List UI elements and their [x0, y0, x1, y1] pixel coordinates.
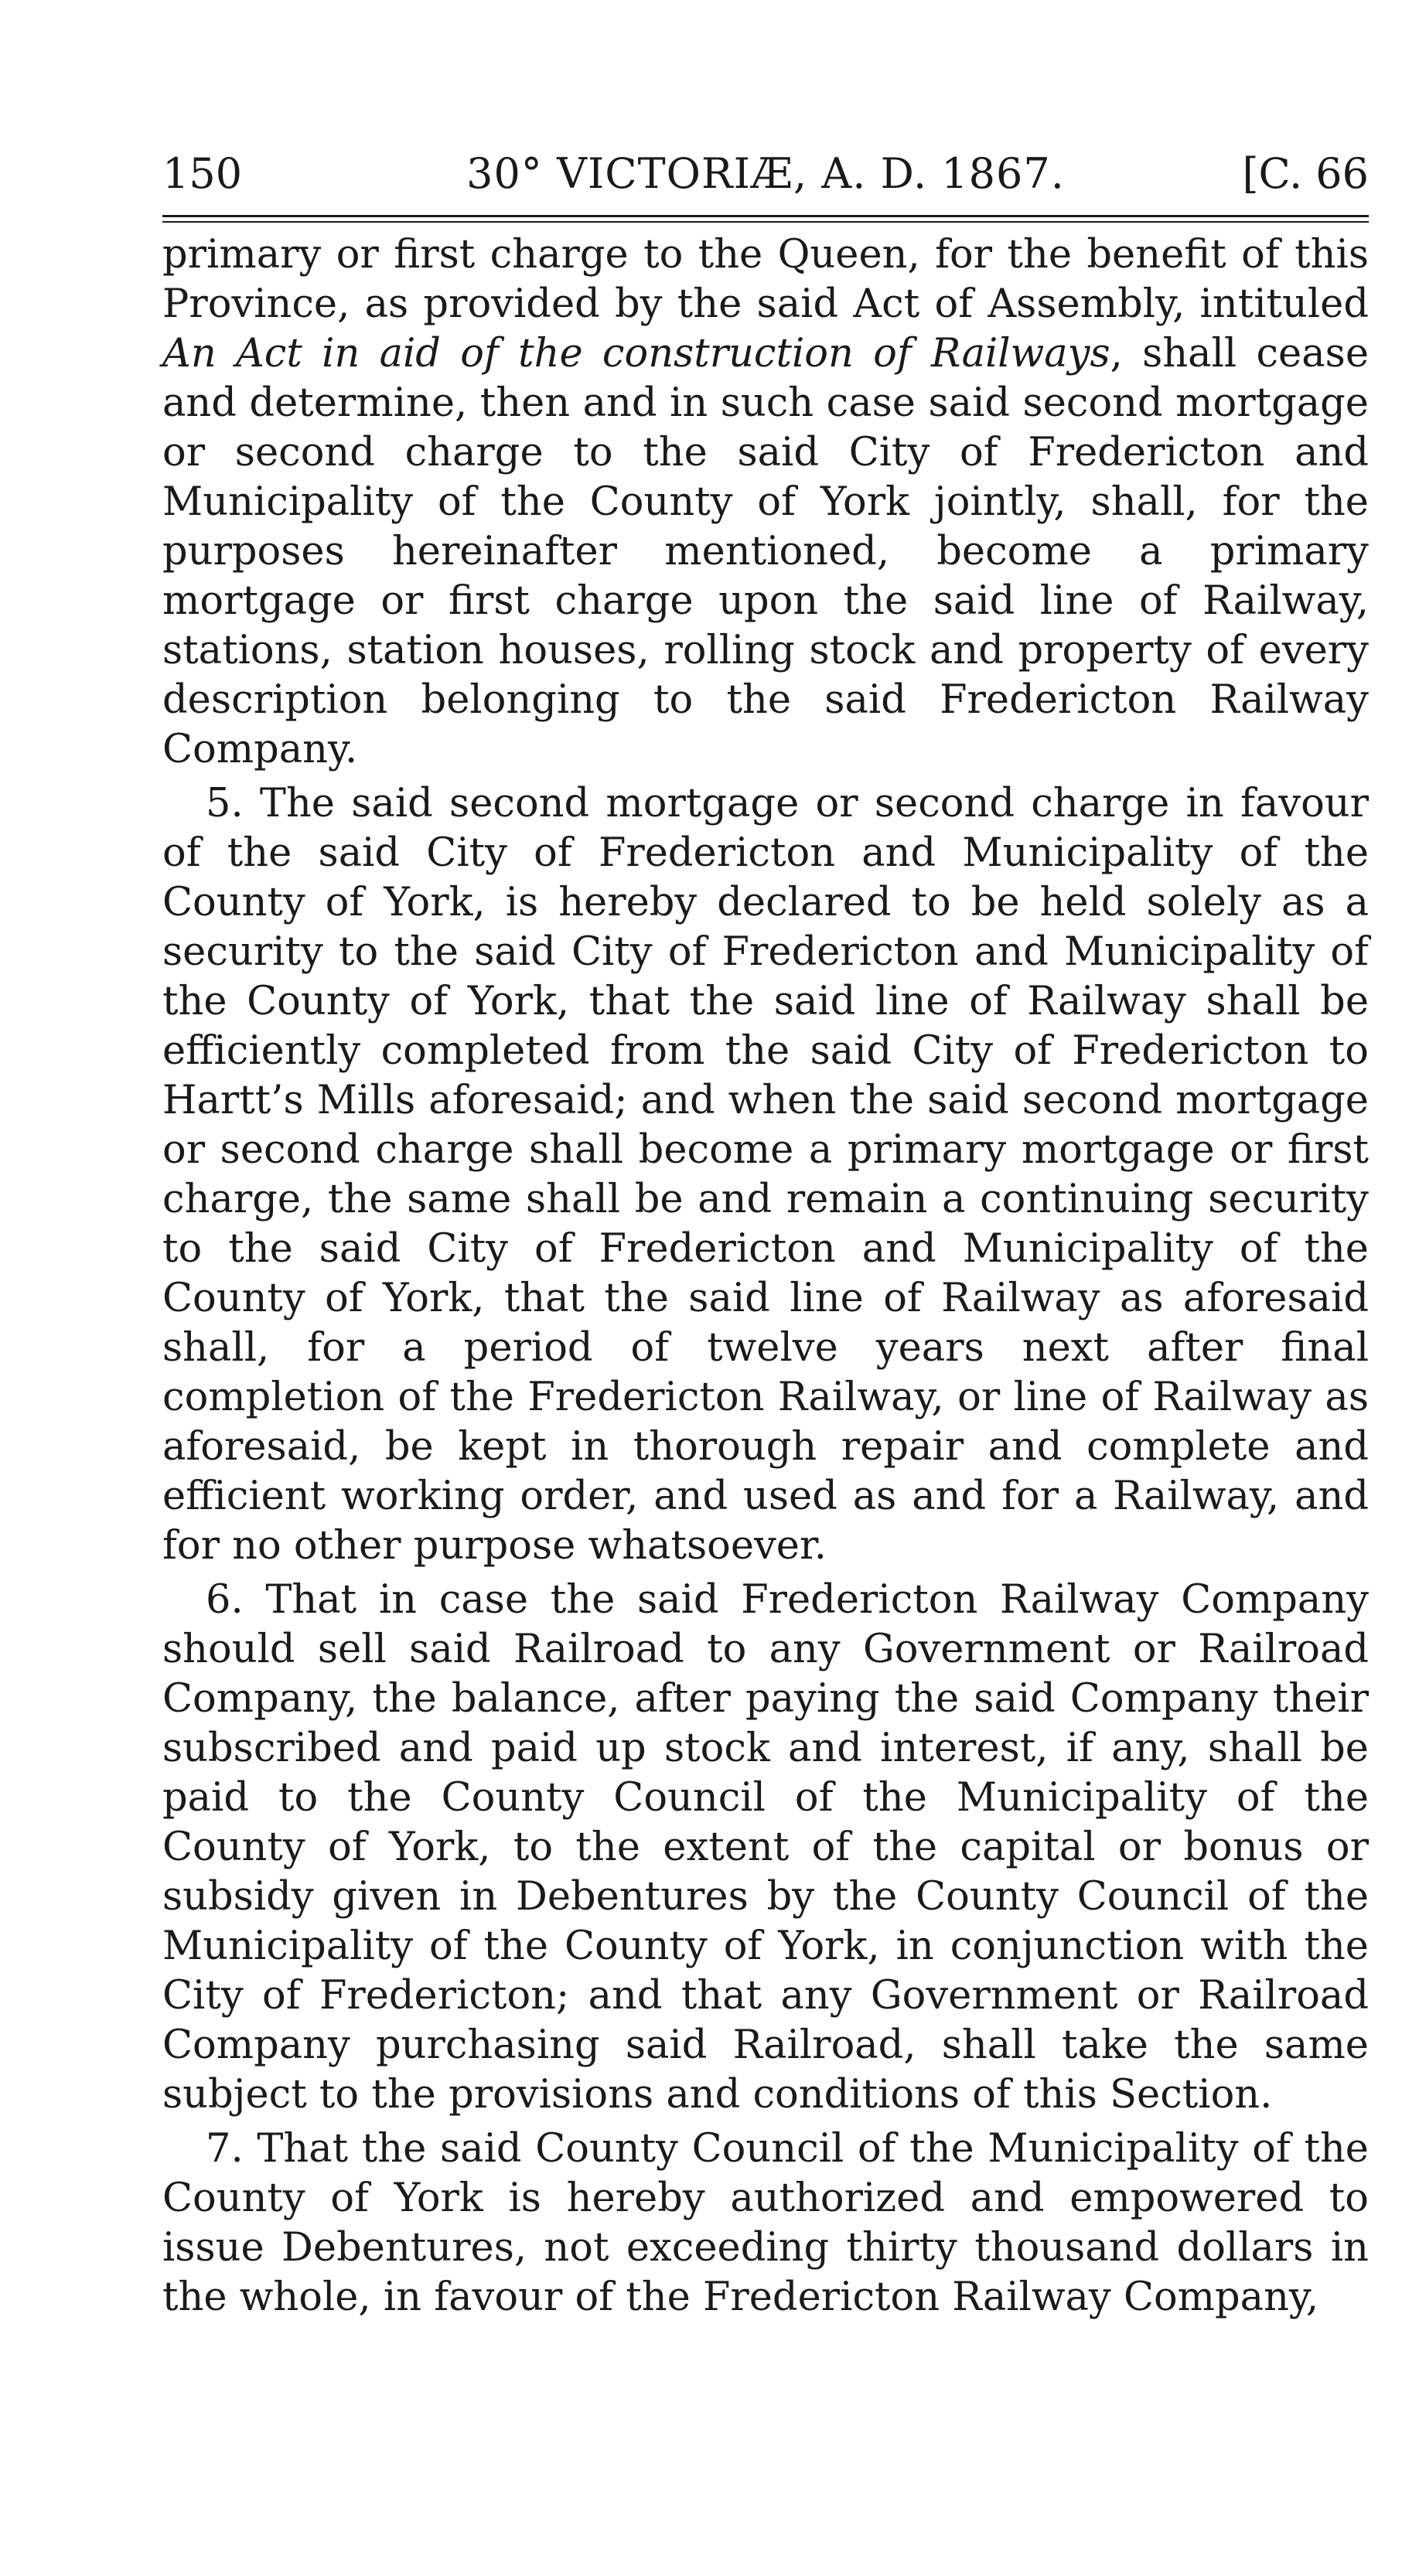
- section-7: 7. That the said County Council of the Municipality of the County of York is hereby authorized and empowered to issue Debentures, not exceeding thirty thousand dollars in the whole, in favour of the Fredericton Railway Company,: [162, 2126, 1369, 2320]
- running-title: 30° VICTORIÆ, A. D. 1867.: [466, 149, 1065, 198]
- act-title: An Act in aid of the construction of Railways: [162, 331, 1110, 377]
- paragraph-continuation: [162, 230, 1369, 775]
- header-rule-secondary: [162, 221, 1369, 223]
- page-number: 150: [162, 149, 243, 198]
- header-rule: [162, 215, 1369, 217]
- section-6: 6. That in case the said Fredericton Railway Company should sell said Railroad to any Government or Railroad Company, the balance, after paying the said Company their subscribed and paid up stock and interest, if any, shall be paid to the County Council of the Municipality of the County of York, to the extent of the capital or bonus or subsidy given in Debentures by the County Council of the Municipality of the County of York, in conjunction with the City of Fredericton; and that any Government or Railroad Company purchasing said Railroad, shall take the same subject to the provisions and conditions of this Section.: [162, 1577, 1369, 2118]
- paragraph-text: , shall cease and determine, then and in such case said second mortgage or second charge to the said City of Fredericton and Municipality of the County of York jointly, shall, for the purposes hereinafter mentioned, become a primary mortgage or first charge upon the said line of Railway, stations, station houses, rolling stock and property of every description belonging to the said Fredericton Railway Company.: [162, 331, 1369, 772]
- document-page: [162, 139, 1369, 2536]
- section-5: 5. The said second mortgage or second charge in favour of the said City of Fredericton and Municipality of the County of York, is hereby declared to be held solely as a security to the said City of Fredericton and Municipality of the County of York, that the said line of Railway shall be efficiently completed from the said City of Fredericton to Hartt’s Mills aforesaid; and when the said second mortgage or second charge shall become a primary mortgage or first charge, the same shall be and remain a continuing security to the said City of Fredericton and Municipality of the County of York, that the said line of Railway as aforesaid shall, for a period of twelve years next after final completion of the Fredericton Railway, or line of Railway as aforesaid, be kept in thorough repair and complete and efficient working order, and used as and for a Railway, and for no other purpose whatsoever.: [162, 781, 1369, 1569]
- running-head: [162, 139, 1369, 209]
- paragraph-text: primary or first charge to the Queen, for the benefit of this Province, as provided by the said Act of Assembly, intituled: [162, 232, 1369, 327]
- body-text: [162, 230, 1369, 2322]
- chapter-reference: [C. 66: [1242, 149, 1369, 198]
